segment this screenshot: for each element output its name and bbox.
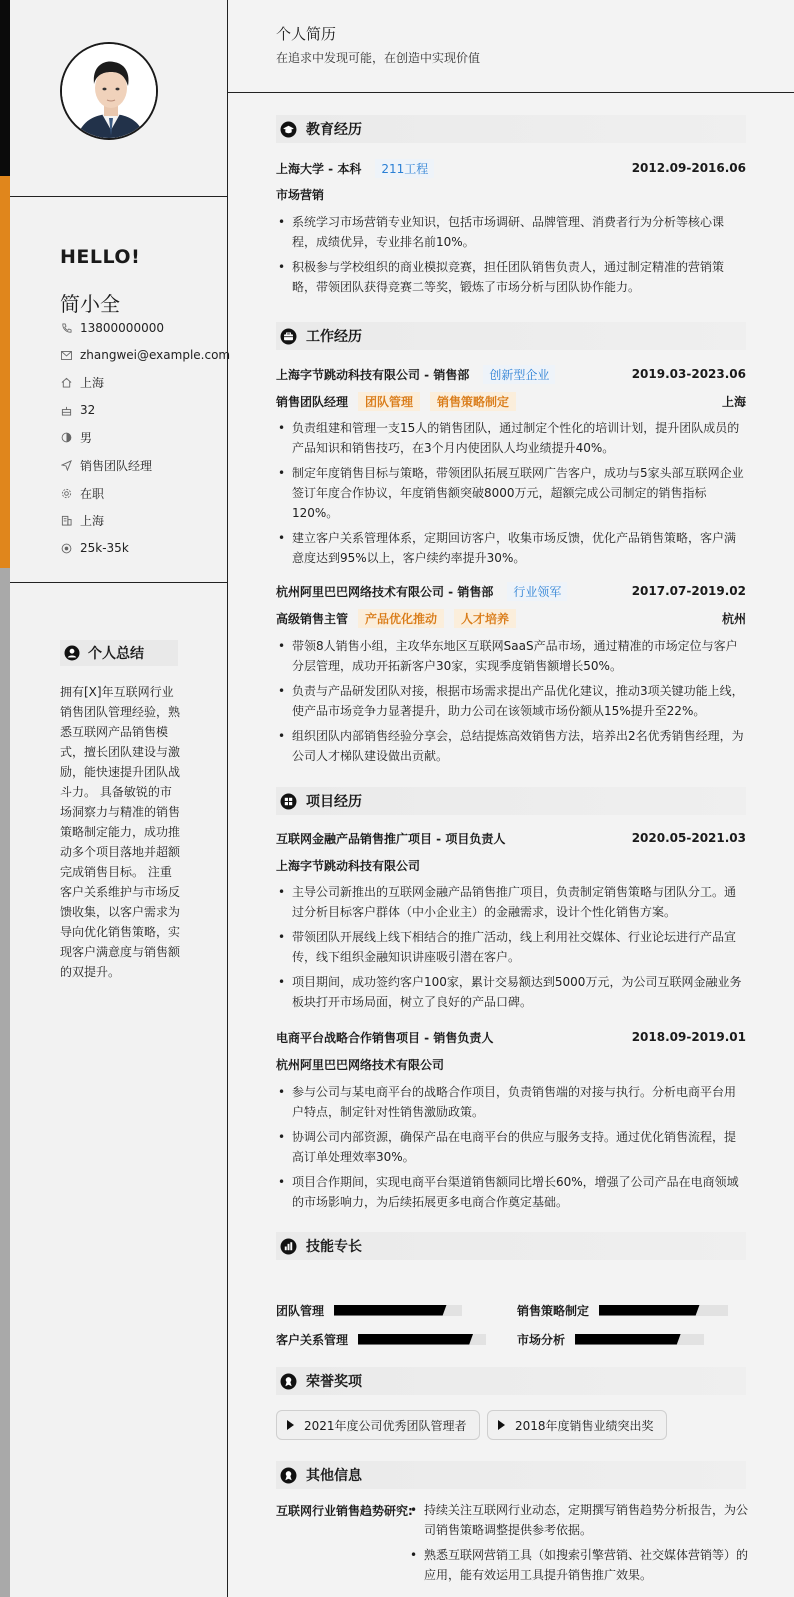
skill-fill	[575, 1334, 681, 1345]
bar-chart-icon	[280, 1238, 297, 1255]
skill-item	[517, 1302, 728, 1318]
project-date: 2020.05-2021.03	[631, 831, 746, 845]
list-item: • 积极参与学校组织的商业模拟竞赛，担任团队销售负责人，通过制定精准的营销策略，带领团队获得竞赛二等奖，锻炼了市场分析与团队协作能力。	[276, 257, 746, 297]
list-item: • 协调公司内部资源，确保产品在电商平台的供应与服务支持。通过优化销售流程，提高订单处理效率30%。	[276, 1127, 746, 1167]
briefcase-icon	[280, 328, 297, 345]
info-text: 在职	[80, 486, 105, 501]
skill-item	[276, 1331, 486, 1347]
company-name: 杭州阿里巴巴网络技术有限公司 - 销售部	[276, 584, 494, 599]
skill-tag: 产品优化推动	[358, 609, 444, 628]
job-date: 2019.03-2023.06	[631, 367, 746, 381]
info-gender	[60, 429, 92, 445]
section-title: 项目经历	[306, 794, 362, 810]
list-item: • 带领8人销售小组，主攻华东地区互联网SaaS产品市场，通过精准的市场定位与客户分层管理，成功开拓新客户30家，实现季度销售额增长50%。	[276, 636, 746, 676]
skill-fill	[599, 1305, 700, 1316]
list-item: • 带领团队开展线上线下相结合的推广活动，线上利用社交媒体、行业论坛进行产品宣传，线下组织金融知识讲座吸引潜在客户。	[276, 927, 746, 967]
skill-bar	[599, 1305, 728, 1316]
summary-title: 个人总结	[88, 646, 144, 662]
skill-name: 销售策略制定	[517, 1303, 590, 1318]
coin-icon	[60, 542, 72, 554]
info-text: 上海	[80, 513, 105, 528]
skill-bar	[575, 1334, 704, 1345]
list-item: • 建立客户关系管理体系，定期回访客户，收集市场反馈，优化产品销售策略，客户满意度达到95%以上，客户续约率提升30%。	[276, 528, 746, 568]
section-title: 教育经历	[306, 122, 362, 138]
skills-heading	[276, 1232, 746, 1260]
other-label: 互联网行业销售趋势研究:	[276, 1504, 413, 1518]
project-date: 2018.09-2019.01	[631, 1030, 746, 1044]
phone-icon	[60, 322, 72, 334]
list-item: • 项目期间，成功签约客户100家，累计交易额达到5000万元，为公司互联网金融业务板块打开市场局面，树立了良好的产品口碑。	[276, 972, 746, 1012]
triangle-icon	[498, 1420, 505, 1430]
hello-heading: HELLO!	[60, 246, 141, 268]
list-item: • 系统学习市场营销专业知识，包括市场调研、品牌管理、消费者行为分析等核心课程，成绩优异，专业排名前10%。	[276, 212, 746, 252]
other-heading	[276, 1461, 746, 1489]
skill-name: 市场分析	[517, 1332, 566, 1347]
triangle-icon	[287, 1420, 294, 1430]
list-item: • 主导公司新推出的互联网金融产品销售推广项目，负责制定销售策略与团队分工。通过分析目标客户群体（中小企业主）的金融需求，设计个性化销售方案。	[276, 882, 746, 922]
sidebar-divider	[10, 582, 228, 583]
info-text: 上海	[80, 375, 105, 390]
candidate-name: 简小全	[60, 292, 120, 316]
sidebar	[10, 0, 231, 1597]
education-row	[276, 158, 746, 178]
project-company-row	[276, 1054, 746, 1074]
project-name: 电商平台战略合作销售项目 - 销售负责人	[276, 1030, 494, 1045]
award-name: 2021年度公司优秀团队管理者	[304, 1418, 467, 1433]
project-row	[276, 1027, 746, 1047]
job-bullets	[276, 418, 746, 573]
role-title: 高级销售主管	[276, 611, 349, 626]
page-title: 个人简历	[276, 25, 337, 43]
skill-item	[517, 1331, 704, 1347]
user-icon	[64, 645, 80, 661]
section-title: 工作经历	[306, 329, 362, 345]
award-icon	[280, 1373, 297, 1390]
project-company-row	[276, 855, 746, 875]
role-row	[276, 608, 746, 628]
job-bullets	[276, 636, 746, 771]
info-text: 32	[80, 403, 96, 417]
education-bullets	[276, 212, 746, 302]
company-name: 上海字节跳动科技有限公司 - 销售部	[276, 367, 470, 382]
skill-bar	[334, 1305, 462, 1316]
major: 市场营销	[276, 187, 325, 202]
skill-fill	[334, 1305, 447, 1316]
info-text: 男	[80, 430, 93, 445]
list-item: • 组织团队内部销售经验分享会，总结提炼高效销售方法，培养出2名优秀销售经理，为公司人才梯队建设做出贡献。	[276, 726, 746, 766]
avatar	[60, 42, 158, 140]
project-company: 上海字节跳动科技有限公司	[276, 858, 421, 873]
major-row	[276, 184, 746, 204]
mail-icon	[60, 349, 72, 361]
work-heading	[276, 322, 746, 350]
section-title: 荣誉奖项	[306, 1374, 362, 1390]
info-age	[60, 402, 95, 418]
job-row	[276, 581, 746, 601]
skill-fill	[358, 1334, 473, 1345]
award-name: 2018年度销售业绩突出奖	[515, 1418, 654, 1433]
list-item: • 负责组建和管理一支15人的销售团队，通过制定个性化的培训计划，提升团队成员的产品知识和销售技巧，在3个月内使团队人均业绩提升40%。	[276, 418, 746, 458]
info-salary	[60, 540, 129, 556]
info-home	[60, 374, 104, 390]
section-title: 其他信息	[306, 1468, 362, 1484]
other-bullets	[408, 1500, 748, 1590]
home-icon	[60, 376, 72, 388]
award-badge	[276, 1410, 480, 1440]
project-name: 互联网金融产品销售推广项目 - 项目负责人	[276, 831, 506, 846]
awards-heading	[276, 1367, 746, 1395]
project-company: 杭州阿里巴巴网络技术有限公司	[276, 1057, 445, 1072]
gear-icon	[60, 487, 72, 499]
info-text: 13800000000	[80, 321, 164, 335]
info-email	[60, 347, 230, 363]
gender-icon	[60, 431, 72, 443]
header-divider	[228, 92, 794, 93]
list-item: • 参与公司与某电商平台的战略合作项目，负责销售端的对接与执行。分析电商平台用户特点，制定针对性销售激励政策。	[276, 1082, 746, 1122]
send-icon	[60, 459, 72, 471]
info-position	[60, 457, 152, 473]
list-item: • 项目合作期间，实现电商平台渠道销售额同比增长60%，增强了公司产品在电商领域的市场影响力，为后续拓展更多电商合作奠定基础。	[276, 1172, 746, 1212]
company-tag: 行业领军	[507, 582, 567, 601]
list-item: • 熟悉互联网营销工具（如搜索引擎营销、社交媒体营销等）的应用，能有效运用工具提升销售推广效果。	[408, 1545, 748, 1585]
project-bullets	[276, 882, 746, 1017]
job-city: 杭州	[721, 611, 746, 626]
skill-name: 客户关系管理	[276, 1332, 349, 1347]
list-item: • 制定年度销售目标与策略，带领团队拓展互联网广告客户，成功与5家头部互联网企业签订年度合作协议，年度销售额突破8000万元，超额完成公司制定的销售指标120%。	[276, 463, 746, 523]
summary-heading	[60, 640, 178, 666]
grid-icon	[280, 793, 297, 810]
page-subtitle: 在追求中发现可能，在创造中实现价值	[276, 51, 481, 65]
info-text: 25k-35k	[80, 541, 129, 555]
list-item: • 持续关注互联网行业动态，定期撰写销售趋势分析报告，为公司销售策略调整提供参考依据。	[408, 1500, 748, 1540]
info-phone	[60, 320, 164, 336]
info-text: 销售团队经理	[80, 458, 153, 473]
info-icon	[280, 1467, 297, 1484]
summary-text: 拥有[X]年互联网行业销售团队管理经验，熟悉互联网产品销售模式，擅长团队建设与激励，能快速提升团队战斗力。 具备敏锐的市场洞察力与精准的销售策略制定能力，成功推动多个项目落地并超额完成销售目标。 注重客户关系维护与市场反馈收集，以客户需求为导向优化销售策略，实现客户满意度与销售额的双提升。	[60, 685, 181, 979]
school-tag: 211工程	[375, 159, 434, 178]
education-date: 2012.09-2016.06	[631, 161, 746, 175]
company-tag: 创新型企业	[483, 365, 555, 384]
role-row	[276, 391, 746, 411]
education-heading	[276, 115, 746, 143]
award-badge	[487, 1410, 667, 1440]
skill-tag: 团队管理	[358, 392, 420, 411]
info-status	[60, 485, 104, 501]
project-bullets	[276, 1082, 746, 1217]
skill-item	[276, 1302, 462, 1318]
section-title: 技能专长	[306, 1239, 362, 1255]
job-city: 上海	[721, 394, 746, 409]
building-icon	[60, 514, 72, 526]
graduation-cap-icon	[280, 121, 297, 138]
job-row	[276, 364, 746, 384]
skill-tag: 销售策略制定	[430, 392, 516, 411]
cake-icon	[60, 404, 72, 416]
projects-heading	[276, 787, 746, 815]
sidebar-divider	[10, 196, 228, 197]
info-text: zhangwei@example.com	[80, 348, 231, 362]
skill-name: 团队管理	[276, 1303, 325, 1318]
skill-bar	[358, 1334, 486, 1345]
school-name: 上海大学 - 本科	[276, 161, 362, 176]
color-strip	[0, 0, 10, 1597]
project-row	[276, 828, 746, 848]
job-date: 2017.07-2019.02	[631, 584, 746, 598]
info-location	[60, 512, 104, 528]
list-item: • 负责与产品研发团队对接，根据市场需求提出产品优化建议，推动3项关键功能上线，使产品市场竞争力显著提升，助力公司在该领域市场份额从15%提升至22%。	[276, 681, 746, 721]
skill-tag: 人才培养	[454, 609, 516, 628]
role-title: 销售团队经理	[276, 394, 349, 409]
